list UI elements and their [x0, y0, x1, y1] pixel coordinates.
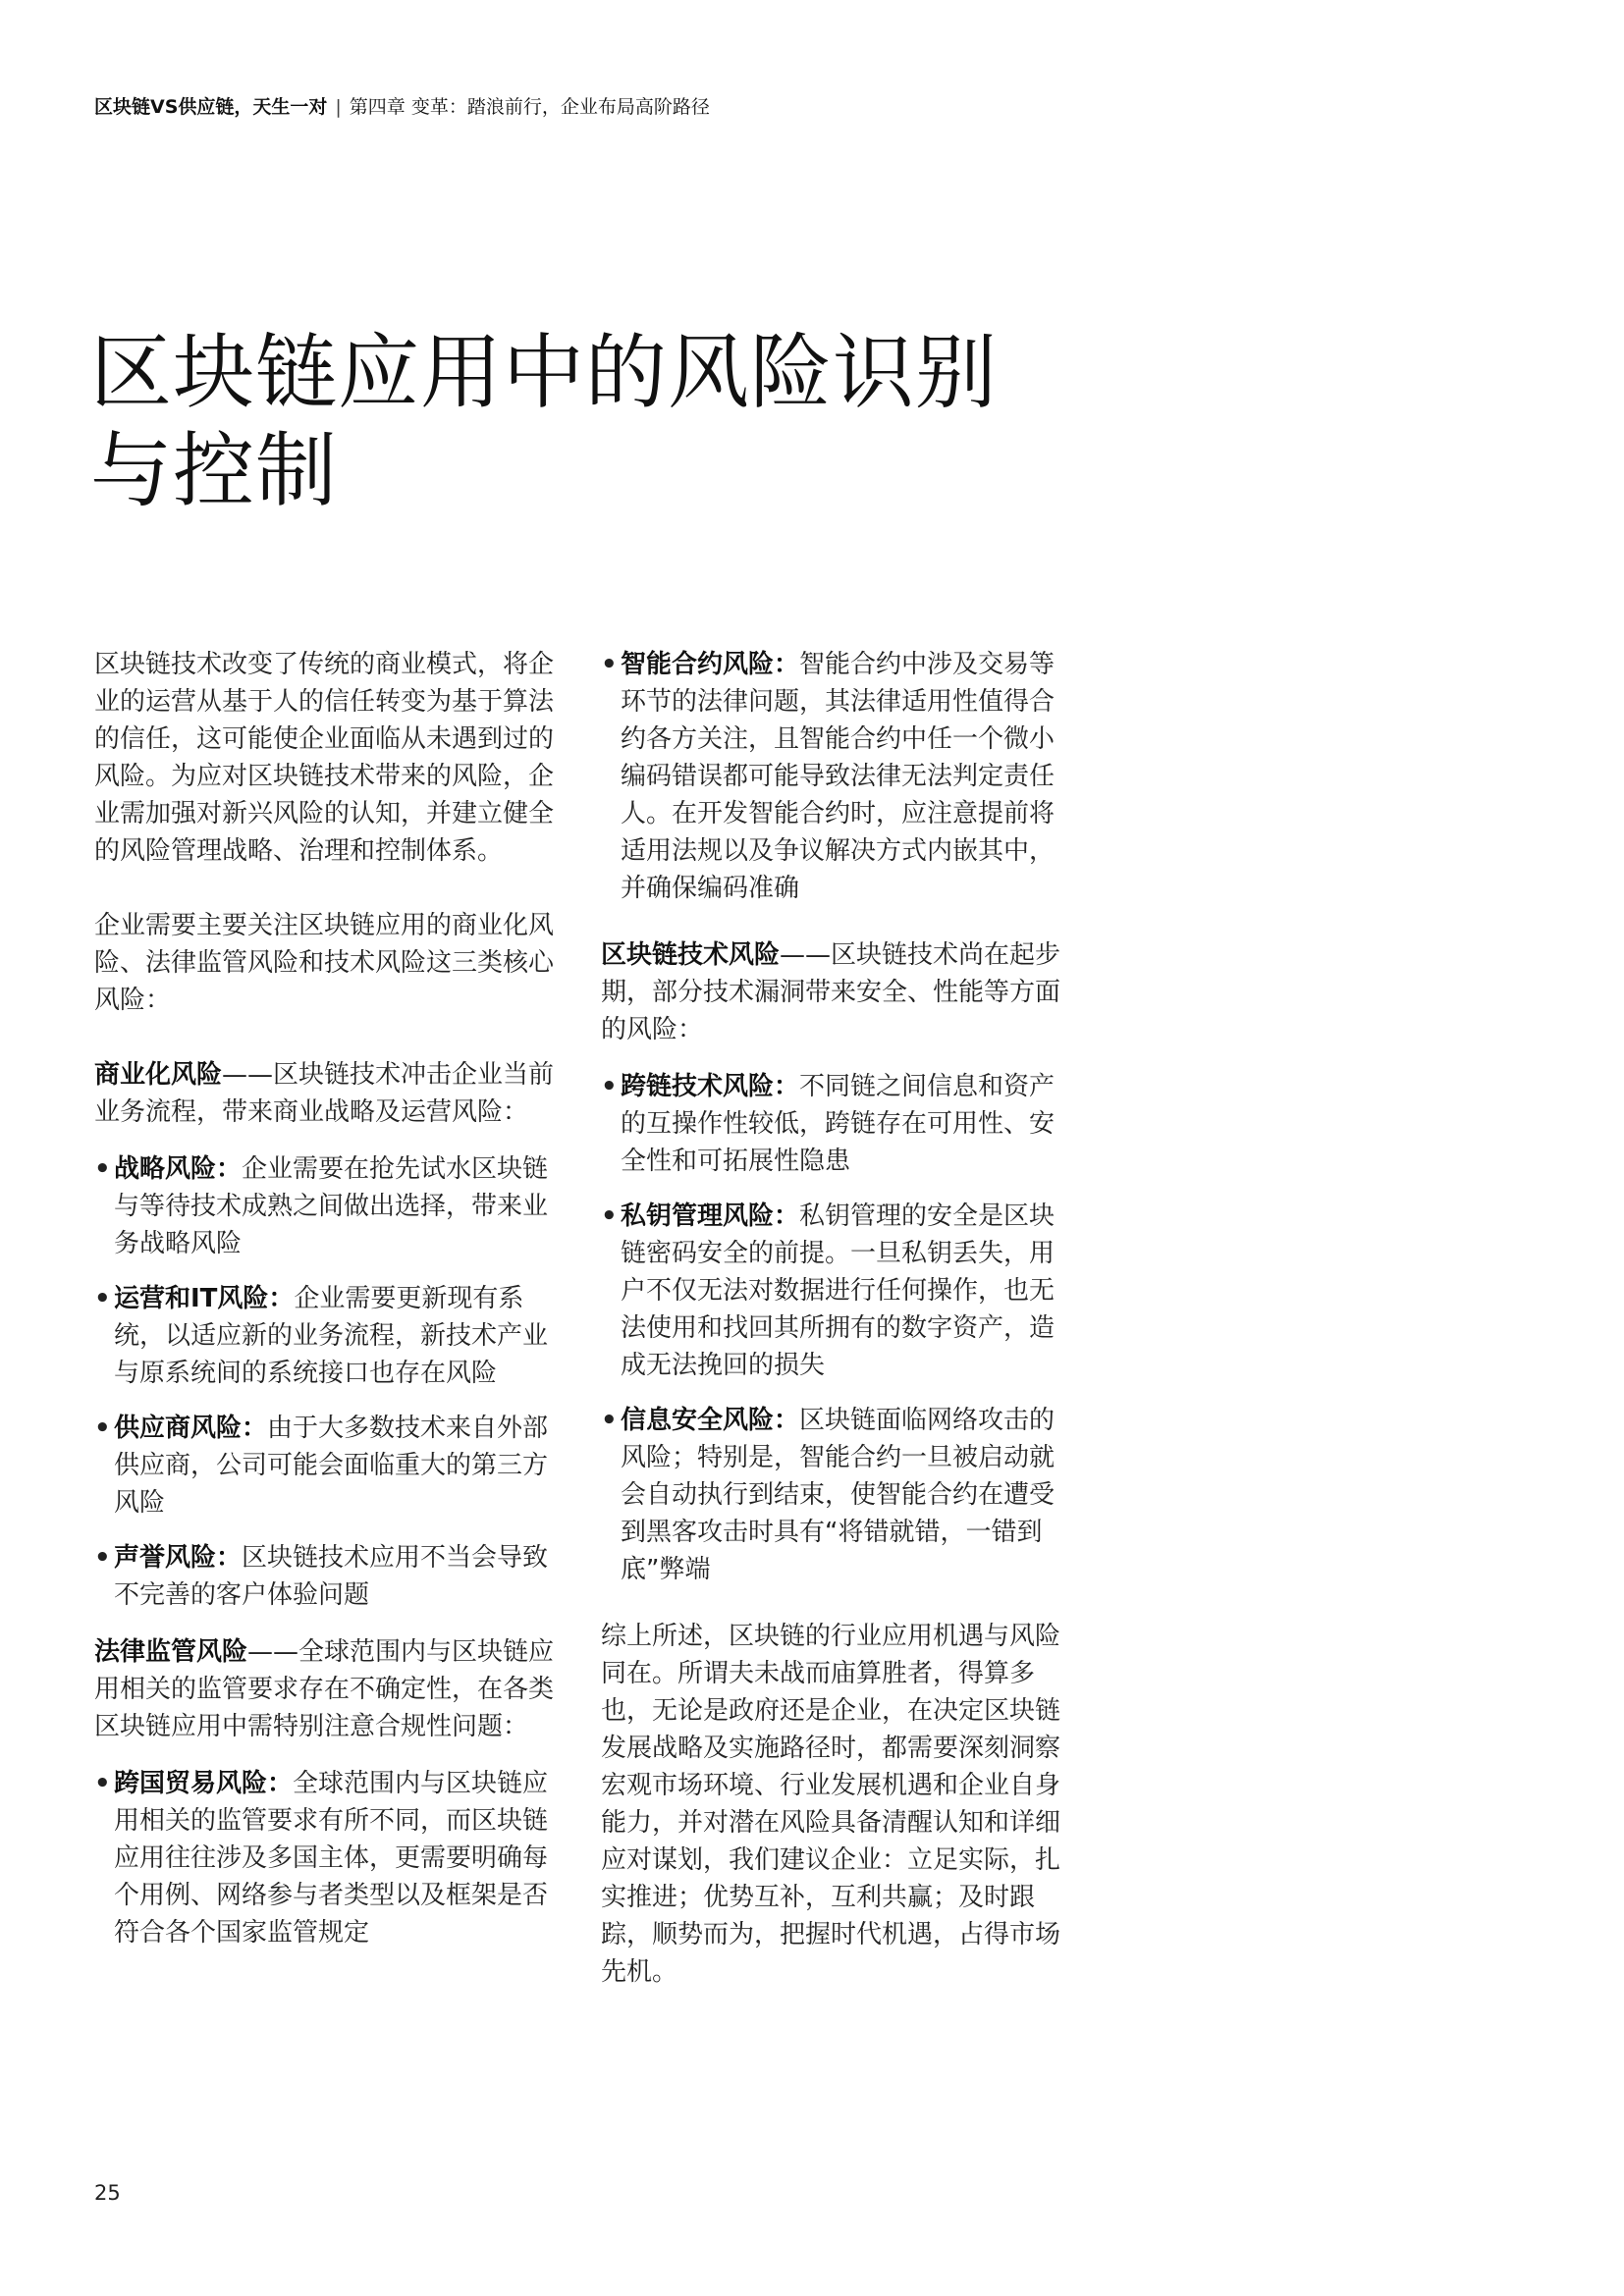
list-item-text: 全球范围内与区块链应用相关的监管要求有所不同，而区块链应用往往涉及多国主体，更需要明确每个用例、网络参与者类型以及框架是否符合各个国家监管规定 — [114, 1769, 549, 1948]
commercial-risk-paragraph — [94, 1056, 556, 1131]
legal-risk-list-continued — [601, 646, 1062, 907]
list-item — [94, 1150, 556, 1262]
intro-paragraph-2: 企业需要主要关注区块链应用的商业化风险、法律监管风险和技术风险这三类核心风险： — [94, 911, 555, 1015]
list-item — [601, 646, 1062, 907]
list-item — [601, 1402, 1062, 1588]
page-number: 25 — [94, 2181, 121, 2205]
list-item-text: 私钥管理的安全是区块链密码安全的前提。一旦私钥丢失，用户不仅无法对数据进行任何操作，也无法使用和找回其所拥有的数字资产，造成无法挽回的损失 — [621, 1201, 1056, 1380]
list-item-text: 企业需要更新现有系统，以适应新的业务流程，新技术产业与原系统间的系统接口也存在风险 — [114, 1284, 549, 1388]
right-column — [601, 646, 1062, 2028]
list-item-term: 声誉风险： — [114, 1543, 243, 1573]
tech-risk-paragraph — [601, 936, 1062, 1048]
intro-paragraph-1: 区块链技术改变了传统的商业模式，将企业的运营从基于人的信任转变为基于算法的信任，这可能使企业面临从未遇到过的风险。为应对区块链技术带来的风险，企业需加强对新兴风险的认知，并建立健全的风险管理战略、治理和控制体系。 — [94, 650, 555, 866]
legal-risk-text: ——全球范围内与区块链应用相关的监管要求存在不确定性，在各类区块链应用中需特别注意合规性问题： — [94, 1637, 555, 1741]
list-item — [94, 1539, 556, 1614]
page-title: 区块链应用中的风险识别与控制 — [90, 325, 998, 518]
legal-risk-heading: 法律监管风险 — [94, 1637, 248, 1667]
tech-risk-heading: 区块链技术风险 — [601, 940, 781, 970]
list-item-term: 信息安全风险： — [621, 1406, 800, 1435]
list-item — [601, 1068, 1062, 1180]
list-item — [94, 1765, 556, 1951]
list-item-term: 私钥管理风险： — [621, 1201, 800, 1231]
tech-risk-text: ——区块链技术尚在起步期，部分技术漏洞带来安全、性能等方面的风险： — [601, 940, 1061, 1044]
list-item-text: 区块链面临网络攻击的风险；特别是，智能合约一旦被启动就会自动执行到结束，使智能合约在遭受到黑客攻击时具有“将错就错，一错到底”弊端 — [621, 1406, 1056, 1584]
left-column — [94, 646, 556, 1971]
tech-risk-list — [601, 1068, 1062, 1588]
list-item-text: 智能合约中涉及交易等环节的法律问题，其法律适用性值得合约各方关注，且智能合约中任一个微小编码错误都可能导致法律无法判定责任人。在开发智能合约时，应注意提前将适用法规以及争议解决方式内嵌其中，并确保编码准确 — [621, 650, 1056, 903]
list-item-term: 智能合约风险： — [621, 650, 800, 679]
chapter-title: 第四章 变革：踏浪前行，企业布局高阶路径 — [349, 96, 710, 118]
running-header — [94, 92, 710, 119]
header-separator: | — [335, 96, 342, 118]
list-item-term: 跨链技术风险： — [621, 1072, 800, 1101]
legal-risk-paragraph — [94, 1633, 556, 1745]
list-item-text: 由于大多数技术来自外部供应商，公司可能会面临重大的第三方风险 — [114, 1414, 549, 1518]
conclusion-paragraph: 综上所述，区块链的行业应用机遇与风险同在。所谓夫未战而庙算胜者，得算多也，无论是政府还是企业，在决定区块链发展战略及实施路径时，都需要深刻洞察宏观市场环境、行业发展机遇和企业自身能力，并对潜在风险具备清醒认知和详细应对谋划，我们建议企业：立足实际，扎实推进；优势互补，互利共赢；及时跟踪，顺势而为，把握时代机遇，占得市场先机。 — [601, 1622, 1061, 1987]
list-item-text: 企业需要在抢先试水区块链与等待技术成熟之间做出选择，带来业务战略风险 — [114, 1154, 549, 1258]
list-item — [601, 1198, 1062, 1384]
list-item — [94, 1410, 556, 1522]
list-item-text: 区块链技术应用不当会导致不完善的客户体验问题 — [114, 1543, 549, 1610]
book-title: 区块链VS供应链，天生一对 — [94, 96, 328, 118]
list-item-term: 供应商风险： — [114, 1414, 268, 1443]
list-item — [94, 1280, 556, 1392]
legal-risk-list — [94, 1765, 556, 1951]
list-item-term: 运营和IT风险： — [114, 1284, 295, 1313]
list-item-term: 跨国贸易风险： — [114, 1769, 294, 1798]
list-item-text: 不同链之间信息和资产的互操作性较低，跨链存在可用性、安全性和可拓展性隐患 — [621, 1072, 1056, 1176]
list-item-term: 战略风险： — [114, 1154, 243, 1184]
commercial-risk-text: ——区块链技术冲击企业当前业务流程，带来商业战略及运营风险： — [94, 1060, 555, 1127]
commercial-risk-list — [94, 1150, 556, 1614]
commercial-risk-heading: 商业化风险 — [94, 1060, 223, 1090]
